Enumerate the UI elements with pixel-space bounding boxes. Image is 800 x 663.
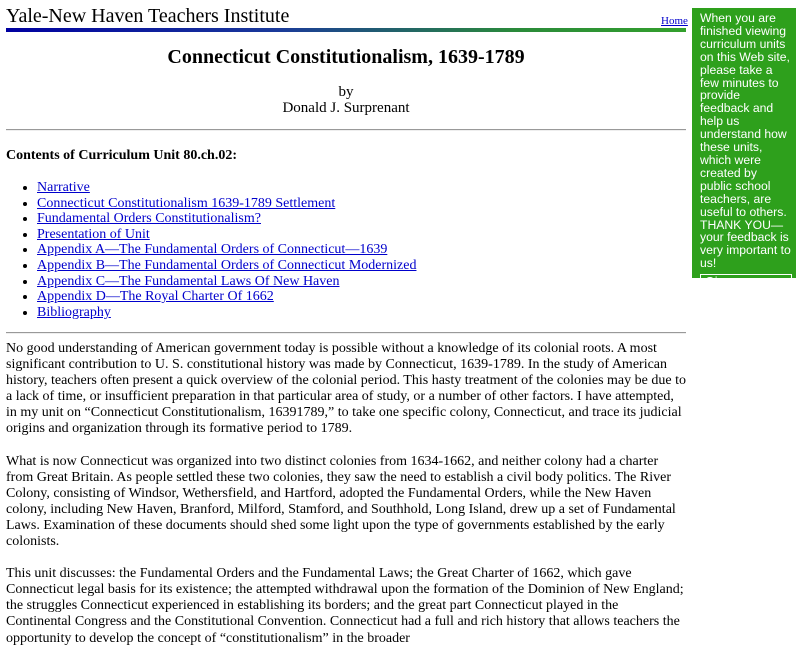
- home-link[interactable]: Home: [661, 15, 688, 27]
- toc-item: [37, 289, 416, 305]
- byline: [6, 84, 686, 116]
- toc-item: [37, 274, 416, 290]
- divider: [6, 129, 686, 131]
- author: Donald J. Surprenant: [282, 100, 410, 116]
- contents-heading: Contents of Curriculum Unit 80.ch.02:: [6, 148, 237, 163]
- toc-link-bibliography[interactable]: Bibliography: [37, 304, 111, 320]
- narrative-body: [6, 341, 686, 663]
- toc-item: [37, 258, 416, 274]
- give-feedback-button[interactable]: Give Feedback: [700, 274, 792, 304]
- toc-link-settlement[interactable]: Connecticut Constitutionalism 1639-1789 Settlement: [37, 195, 336, 211]
- toc-item: [37, 227, 416, 243]
- page-title: Connecticut Constitutionalism, 1639-1789: [167, 46, 525, 68]
- toc-link-presentation[interactable]: Presentation of Unit: [37, 226, 150, 242]
- toc-link-appendix-c[interactable]: Appendix C—The Fundamental Laws Of New Haven: [37, 273, 340, 289]
- table-of-contents: [6, 180, 416, 320]
- toc-link-appendix-d[interactable]: Appendix D—The Royal Charter Of 1662: [37, 289, 274, 305]
- feedback-message: When you are finished viewing curriculum units on this Web site, please take a few minutes to provide feedback and help us understand how these units, which were created by public school teachers, are useful to others. THANK YOU—your feedback is very important to us!: [700, 11, 791, 271]
- toc-item: [37, 305, 416, 321]
- paragraph: No good understanding of American government today is possible without a knowledge of its colonial roots. A most significant contribution to U. S. constitutional history was made by Connecticut, 1639-1789. In the study of American history, teachers often present a quick overview of the colonial period. This hasty treatment of the colonies may be due to a lack of time, or insufficient preparation in that particular area of study, or a number of other factors. I have attempted, in my unit on “Connecticut Constitutionalism, 16391789,” to take one specific colony, Connecticut, and trace its judicial origins and organization through its formative period to 1789.: [6, 341, 686, 437]
- toc-link-narrative[interactable]: Narrative: [37, 180, 90, 195]
- by-label: by: [338, 84, 354, 100]
- toc-item: [37, 211, 416, 227]
- toc-item: [37, 196, 416, 212]
- toc-link-appendix-b[interactable]: Appendix B—The Fundamental Orders of Connecticut Modernized: [37, 257, 417, 273]
- header-divider: [6, 28, 686, 32]
- paragraph: What is now Connecticut was organized into two distinct colonies from 1634-1662, and neither colony had a charter from Great Britain. As people settled these two colonies, they saw the need to establish a civil body politics. The River Colony, consisting of Windsor, Wethersfield, and Hartford, adopted the Fundamental Orders, while the New Haven colony, including New Haven, Branford, Milford, Stamford, and Southhold, Long Island, drew up a set of Fundamental Laws. Examination of these documents should shed some light upon the type of governments established by the early colonists.: [6, 453, 676, 550]
- toc-item: [37, 180, 416, 196]
- paragraph: This unit discusses: the Fundamental Orders and the Fundamental Laws; the Great Charter of 1662, which gave Connecticut legal basis for its existence; the attempted withdrawal upon the formation of the Dominion of New England; the struggles Connecticut experienced in establishing its borders; and the great part Connecticut played in the Continental Congress and the Constitutional Convention. Connecticut had a full and rich history that allows teachers the opportunity to develop the concept of “constitutionalism” in the broader: [6, 566, 684, 646]
- divider: [6, 332, 686, 334]
- toc-link-fundamental-orders[interactable]: Fundamental Orders Constitutionalism?: [37, 211, 261, 227]
- toc-item: [37, 242, 416, 258]
- toc-link-appendix-a[interactable]: Appendix A—The Fundamental Orders of Connecticut—1639: [37, 242, 388, 258]
- feedback-panel: [692, 8, 796, 304]
- site-title: Yale-New Haven Teachers Institute: [6, 5, 290, 27]
